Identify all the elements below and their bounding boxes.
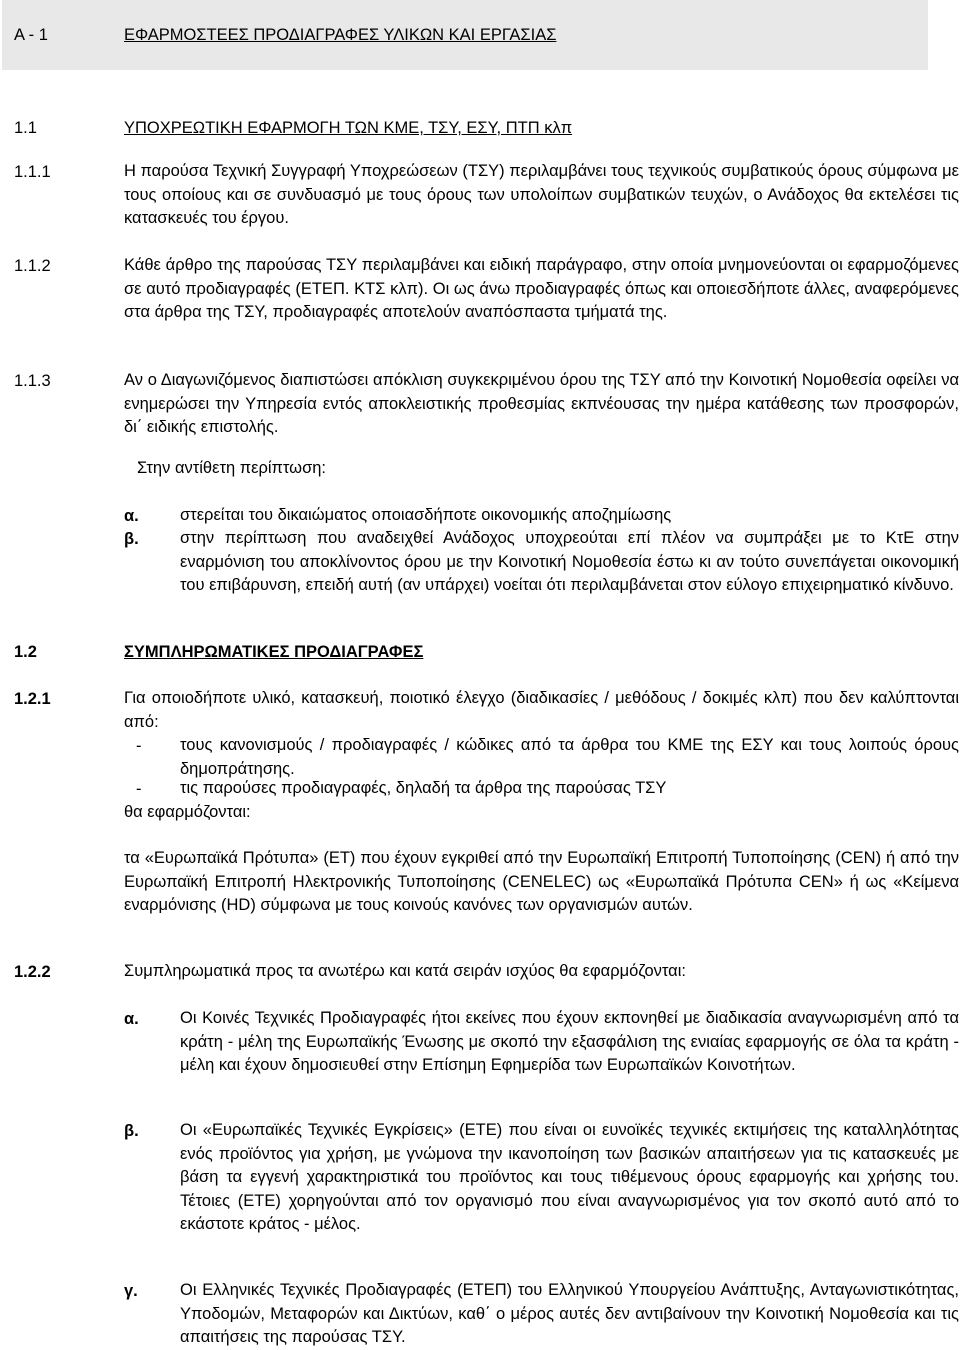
list-item: Οι «Ευρωπαϊκές Τεχνικές Εγκρίσεις» (ΕΤΕ) που είναι οι ευνοϊκές τεχνικές εκτιμήσεις της καταλληλότητας ενός προϊόντος για χρήση, με γνώμονα την ικανοποίηση των βασικών απαιτήσεων για τις κατασκευές με βάση τα εγγενή χαρακτηριστικά του προϊόντος και τους τιθέμενους όρους εφαρμογής και χρήσης του. Τέτοιες (ΕΤΕ) χορηγούνται από τον οργανισμό που είναι αναγνωρισμένος για τον σκοπό αυτό από το εκάστοτε κράτος - μέλος. bbox=[180, 1121, 959, 1233]
para-1-1-2-text: Κάθε άρθρο της παρούσας ΤΣΥ περιλαμβάνει και ειδική παράγραφο, στην οποία μνημονεύονται οι εφαρμοζόμενες σε αυτό προδιαγραφές (ΕΤΕΠ. ΚΤΣ κλπ). Οι ως άνω προδιαγραφές όπως και οποιεσδήποτε άλλες, αναφερόμενες στα άρθρα της ΤΣΥ, προδιαγραφές αποτελούν αναπόσπαστα τμήματά της. bbox=[124, 256, 959, 321]
list-item: Οι Ελληνικές Τεχνικές Προδιαγραφές (ΕΤΕΠ) του Ελληνικού Υπουργείου Ανάπτυξης, Ανταγωνιστικότητας, Υποδομών, Μεταφορών και Δικτύων, καθ΄ ο μέρος αυτές δεν αντιβαίνουν την Κοινοτική Νομοθεσία και τις απαιτήσεις της παρούσας ΤΣΥ. bbox=[180, 1281, 959, 1346]
para-1-1-1-text: Η παρούσα Τεχνική Συγγραφή Υποχρεώσεων (ΤΣΥ) περιλαμβάνει τους τεχνικούς συμβατικούς όρους σύμφωνα με τους οποίους και σε συνδυασμό με τους όρους των υπολοίπων συμβατικών τευχών, ο Ανάδοχος θα εκτελέσει τις κατασκευές του έργου. bbox=[124, 162, 959, 227]
list-item: στην περίπτωση που αναδειχθεί Ανάδοχος υποχρεούται επί πλέον να συμπράξει με το ΚτΕ στην εναρμόνιση του αποκλίνοντος όρου με την Κοινοτική Νομοθεσία έστω κι αν τούτο συνεπάγεται οικονομική του επιβάρυνση, επειδή αυτή (αν υπάρχει) νοείται ότι περιλαμβάνεται στον εύλογο επιχειρηματικό κίνδυνο. bbox=[180, 529, 959, 594]
para-1-1-3-number: 1.1.3 bbox=[14, 372, 51, 390]
para-1-2-1-text: Για οποιοδήποτε υλικό, κατασκευή, ποιοτικό έλεγχο (διαδικασίες / μεθόδους / δοκιμές κλπ) που δεν καλύπτονται από: bbox=[124, 689, 959, 731]
para-1-2-1-text2: τα «Ευρωπαϊκά Πρότυπα» (ΕΤ) που έχουν εγκριθεί από την Ευρωπαϊκή Επιτροπή Τυποποίησης (CEN) ή από την Ευρωπαϊκή Επιτροπή Ηλεκτρονικής Τυποποίησης (CENELEC) ως «Ευρωπαϊκά Πρότυπα CEN» ή ως «Κείμενα εναρμόνισης (HD) σύμφωνα με τους κοινούς κανόνες των οργανισμών αυτών. bbox=[124, 849, 959, 914]
para-1-1-3-intro: Στην αντίθετη περίπτωση: bbox=[137, 459, 327, 477]
para-1-1-1-number: 1.1.1 bbox=[14, 163, 51, 181]
para-1-2-2-text: Συμπληρωματικά προς τα ανωτέρω και κατά σειράν ισχύος θα εφαρμόζονται: bbox=[124, 962, 686, 980]
list-mark: β. bbox=[124, 530, 139, 548]
para-1-1-2-number: 1.1.2 bbox=[14, 257, 51, 275]
list-mark: α. bbox=[124, 507, 139, 525]
header-number: Α - 1 bbox=[14, 26, 48, 44]
section-1-1-number: 1.1 bbox=[14, 119, 37, 137]
para-1-2-1-number: 1.2.1 bbox=[14, 690, 51, 708]
dash-item: τους κανονισμούς / προδιαγραφές / κώδικες από τα άρθρα του ΚΜΕ της ΕΣΥ και τους λοιπούς όρους δημοπράτησης. bbox=[180, 736, 959, 778]
list-item: στερείται του δικαιώματος οποιασδήποτε οικονομικής αποζημίωσης bbox=[180, 506, 672, 524]
section-1-1-title: ΥΠΟΧΡΕΩΤΙΚΗ ΕΦΑΡΜΟΓΗ ΤΩΝ ΚΜΕ, ΤΣΥ, ΕΣΥ, ΠΤΠ κλπ bbox=[124, 119, 573, 137]
section-1-2-number: 1.2 bbox=[14, 643, 37, 661]
para-1-1-3-text: Αν ο Διαγωνιζόμενος διαπιστώσει απόκλιση συγκεκριμένου όρου της ΤΣΥ από την Κοινοτική Νομοθεσία οφείλει να ενημερώσει την Υπηρεσία εντός αποκλειστικής προθεσμίας εκπνέουσας την ημέρα κατάθεσης των προσφορών, δι΄ ειδικής επιστολής. bbox=[124, 371, 959, 436]
list-mark: β. bbox=[124, 1122, 139, 1140]
dash-mark: - bbox=[136, 780, 142, 798]
list-mark: γ. bbox=[124, 1282, 138, 1300]
section-1-2-title: ΣΥΜΠΛΗΡΩΜΑΤΙΚΕΣ ΠΡΟΔΙΑΓΡΑΦΕΣ bbox=[124, 643, 424, 661]
dash-item: τις παρούσες προδιαγραφές, δηλαδή τα άρθρα της παρούσας ΤΣΥ bbox=[180, 779, 667, 797]
list-item: Οι Κοινές Τεχνικές Προδιαγραφές ήτοι εκείνες που έχουν εκπονηθεί με διαδικασία αναγνωρισμένη από τα κράτη - μέλη της Ευρωπαϊκής Ένωσης με σκοπό την εξασφάλιση της ενιαίας εφαρμογής σε όλα τα κράτη - μέλη και έχουν δημοσιευθεί στην Επίσημη Εφημερίδα των Ευρωπαϊκών Κοινοτήτων. bbox=[180, 1009, 959, 1074]
para-1-2-2-number: 1.2.2 bbox=[14, 963, 51, 981]
header-title: ΕΦΑΡΜΟΣΤΕΕΣ ΠΡΟΔΙΑΓΡΑΦΕΣ ΥΛΙΚΩΝ ΚΑΙ ΕΡΓΑΣΙΑΣ bbox=[124, 26, 557, 44]
list-mark: α. bbox=[124, 1010, 139, 1028]
para-1-2-1-apply: θα εφαρμόζονται: bbox=[124, 803, 251, 821]
dash-mark: - bbox=[136, 737, 142, 755]
